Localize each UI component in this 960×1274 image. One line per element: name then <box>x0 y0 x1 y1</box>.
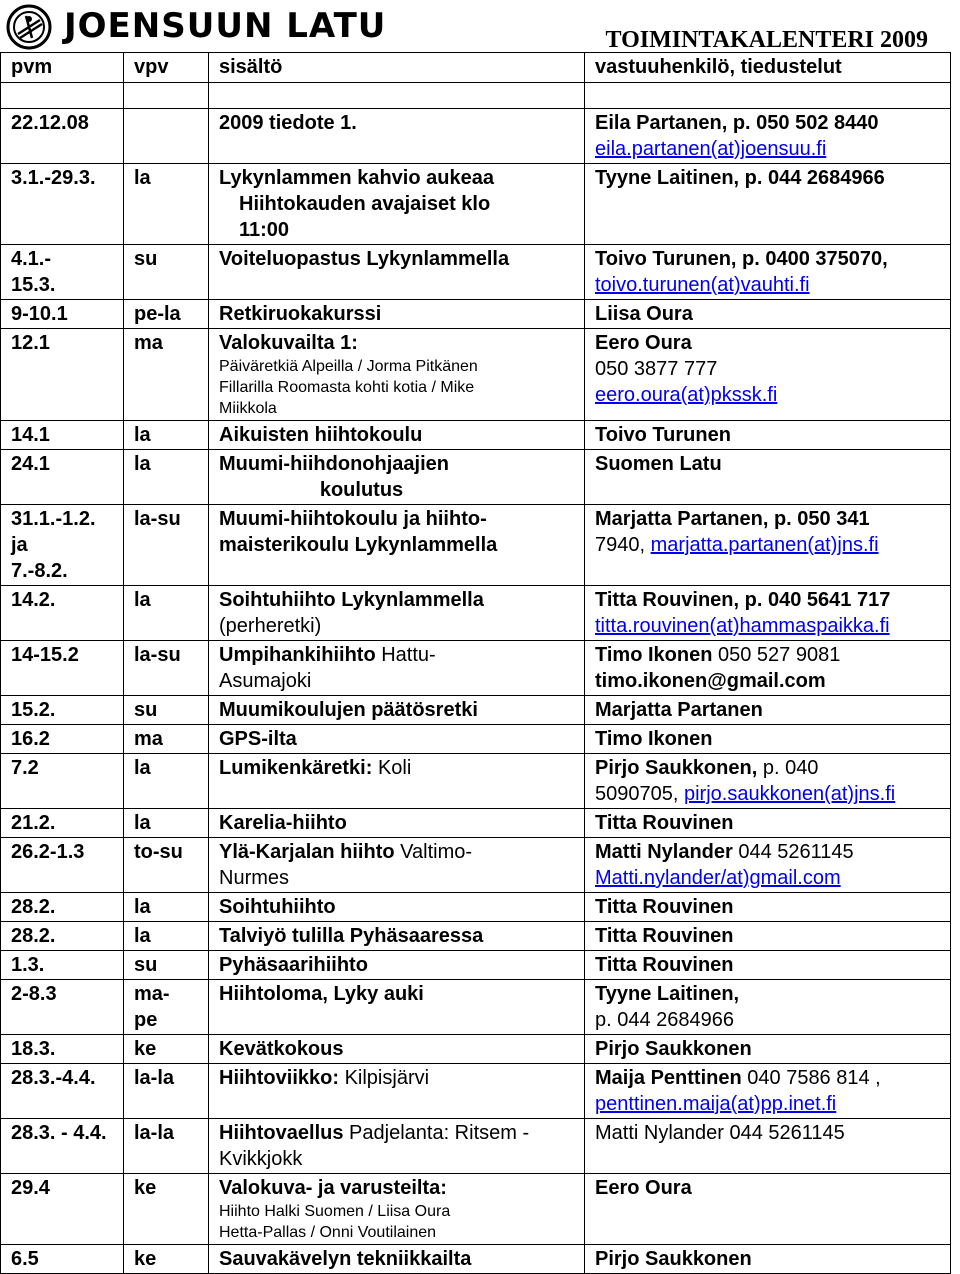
contact-cell <box>585 245 951 300</box>
ski-club-emblem-icon <box>6 4 52 50</box>
date-cell <box>1 245 124 300</box>
weekday-cell: su <box>124 245 209 300</box>
weekday-line: pe <box>134 1009 158 1031</box>
column-header-vpv: vpv <box>124 53 209 83</box>
contact-line <box>595 781 950 807</box>
table-row <box>1 586 951 641</box>
contact-cell: Pirjo Saukkonen <box>585 1035 951 1064</box>
table-row <box>1 754 951 809</box>
content-subline: Miikkola <box>219 400 277 417</box>
weekday-cell: to-su <box>124 838 209 893</box>
table-row <box>1 164 951 245</box>
date-cell: 21.2. <box>1 809 124 838</box>
content-cell: Aikuisten hiihtokoulu <box>209 421 585 450</box>
content-line: Padjelanta: Ritsem - <box>349 1122 530 1144</box>
date-cell: 24.1 <box>1 450 124 505</box>
date-cell: 28.2. <box>1 922 124 951</box>
content-cell: Hiihtoloma, Lyky auki <box>209 980 585 1035</box>
date-cell: 28.3. - 4.4. <box>1 1119 124 1174</box>
table-row <box>1 1174 951 1245</box>
content-line: koulutus <box>319 479 404 501</box>
date-cell: 12.1 <box>1 329 124 421</box>
contact-phone: 050 527 9081 <box>717 644 841 666</box>
contact-email-link[interactable]: pirjo.saukkonen(at)jns.fi <box>683 783 896 805</box>
contact-name: Timo Ikonen <box>595 644 713 666</box>
date-cell: 14.1 <box>1 421 124 450</box>
contact-name: Marjatta Partanen, p. 050 341 <box>595 508 870 530</box>
contact-cell <box>585 109 951 164</box>
weekday-cell: su <box>124 696 209 725</box>
content-cell: Pyhäsaarihiihto <box>209 951 585 980</box>
contact-email-link[interactable]: titta.rouvinen(at)hammaspaikka.fi <box>595 615 890 637</box>
contact-cell <box>585 641 951 696</box>
contact-cell: Titta Rouvinen <box>585 951 951 980</box>
weekday-cell <box>124 109 209 164</box>
table-row <box>1 893 951 922</box>
date-cell: 14-15.2 <box>1 641 124 696</box>
contact-cell: Toivo Turunen <box>585 421 951 450</box>
table-row <box>1 109 951 164</box>
contact-cell: Liisa Oura <box>585 300 951 329</box>
content-line: Soihtuhiihto Lykynlammella <box>219 589 484 611</box>
content-line: Lumikenkäretki: <box>219 757 373 779</box>
content-line: Valtimo- <box>400 841 473 863</box>
contact-name: Eero Oura <box>595 332 692 354</box>
table-row <box>1 725 951 754</box>
content-cell: Kevätkokous <box>209 1035 585 1064</box>
contact-cell: Titta Rouvinen <box>585 922 951 951</box>
contact-email-link[interactable]: penttinen.maija(at)pp.inet.fi <box>595 1093 837 1115</box>
contact-name: Toivo Turunen, p. 0400 375070, <box>595 248 888 270</box>
page-header <box>0 0 960 52</box>
table-row <box>1 505 951 586</box>
contact-email-link[interactable]: Matti.nylander/at)gmail.com <box>595 867 841 889</box>
date-cell: 14.2. <box>1 586 124 641</box>
content-cell <box>209 754 585 809</box>
date-cell: 28.3.-4.4. <box>1 1064 124 1119</box>
contact-cell: Titta Rouvinen <box>585 809 951 838</box>
document-title: TOIMINTAKALENTERI 2009 <box>605 27 928 53</box>
date-cell: 22.12.08 <box>1 109 124 164</box>
content-cell: 2009 tiedote 1. <box>209 109 585 164</box>
date-cell <box>1 505 124 586</box>
content-line: Muumi-hiihdonohjaajien <box>219 453 449 475</box>
content-cell: GPS-ilta <box>209 725 585 754</box>
table-row <box>1 450 951 505</box>
contact-cell: Marjatta Partanen <box>585 696 951 725</box>
contact-email: timo.ikonen@gmail.com <box>595 670 826 692</box>
contact-cell: Matti Nylander 044 5261145 <box>585 1119 951 1174</box>
contact-cell: Tyyne Laitinen, p. 044 2684966 <box>585 164 951 245</box>
content-cell <box>209 586 585 641</box>
column-header-content: sisältö <box>209 53 585 83</box>
contact-email-link[interactable]: marjatta.partanen(at)jns.fi <box>650 534 879 556</box>
content-cell <box>209 641 585 696</box>
table-row <box>1 245 951 300</box>
content-cell <box>209 1174 585 1245</box>
content-line: Umpihankihiihto <box>219 644 376 666</box>
content-subline: Päiväretkiä Alpeilla / Jorma Pitkänen <box>219 358 478 375</box>
weekday-cell: la-su <box>124 505 209 586</box>
contact-name: Matti Nylander <box>595 841 733 863</box>
date-cell: 26.2-1.3 <box>1 838 124 893</box>
date-cell: 29.4 <box>1 1174 124 1245</box>
weekday-line: ma- <box>134 983 170 1005</box>
content-cell: Sauvakävelyn tekniikkailta <box>209 1245 585 1274</box>
content-line: (perheretki) <box>219 615 322 637</box>
contact-email-link[interactable]: toivo.turunen(at)vauhti.fi <box>595 274 810 296</box>
date-line: ja <box>11 534 28 556</box>
content-cell <box>209 164 585 245</box>
weekday-cell: ke <box>124 1174 209 1245</box>
date-cell: 2-8.3 <box>1 980 124 1035</box>
table-row <box>1 300 951 329</box>
contact-cell: Timo Ikonen <box>585 725 951 754</box>
content-line: Nurmes <box>219 867 290 889</box>
weekday-cell: su <box>124 951 209 980</box>
contact-phone: 7940, <box>595 534 646 556</box>
content-cell <box>209 1064 585 1119</box>
table-row <box>1 1035 951 1064</box>
contact-name: Eila Partanen, p. 050 502 8440 <box>595 112 879 134</box>
content-cell <box>209 1119 585 1174</box>
table-row <box>1 1064 951 1119</box>
weekday-cell: la <box>124 421 209 450</box>
weekday-cell: ma <box>124 329 209 421</box>
weekday-cell: la <box>124 586 209 641</box>
weekday-cell: pe-la <box>124 300 209 329</box>
content-line: Hattu- <box>381 644 436 666</box>
date-cell: 16.2 <box>1 725 124 754</box>
weekday-cell: la <box>124 450 209 505</box>
contact-cell: Titta Rouvinen <box>585 893 951 922</box>
table-row <box>1 1245 951 1274</box>
content-cell: Voiteluopastus Lykynlammella <box>209 245 585 300</box>
date-cell: 28.2. <box>1 893 124 922</box>
content-line: Kilpisjärvi <box>344 1067 430 1089</box>
contact-phone: 5090705, <box>595 783 679 805</box>
date-cell: 18.3. <box>1 1035 124 1064</box>
weekday-cell: ke <box>124 1245 209 1274</box>
content-line: 11:00 <box>239 219 290 241</box>
contact-phone: p. 040 <box>762 757 819 779</box>
weekday-cell: la-su <box>124 641 209 696</box>
content-subline: Fillarilla Roomasta kohti kotia / Mike <box>219 379 475 396</box>
weekday-cell: la-la <box>124 1119 209 1174</box>
contact-cell: Suomen Latu <box>585 450 951 505</box>
content-cell: Talviyö tulilla Pyhäsaaressa <box>209 922 585 951</box>
contact-cell: Pirjo Saukkonen <box>585 1245 951 1274</box>
contact-cell <box>585 586 951 641</box>
contact-name: Maija Penttinen <box>595 1067 742 1089</box>
content-line: Muumi-hiihtokoulu ja hiihto- <box>219 508 487 530</box>
date-cell: 6.5 <box>1 1245 124 1274</box>
content-cell <box>209 838 585 893</box>
weekday-cell: ke <box>124 1035 209 1064</box>
content-cell: Muumikoulujen päätösretki <box>209 696 585 725</box>
date-cell: 9-10.1 <box>1 300 124 329</box>
date-cell: 7.2 <box>1 754 124 809</box>
calendar-table <box>0 52 951 1274</box>
content-cell: Soihtuhiihto <box>209 893 585 922</box>
weekday-cell: la <box>124 893 209 922</box>
content-cell <box>209 450 585 505</box>
table-row <box>1 951 951 980</box>
content-line: Kvikkjokk <box>219 1148 303 1170</box>
date-line: 31.1.-1.2. <box>11 508 96 530</box>
brand-name: JOENSUUN LATU <box>64 6 387 46</box>
contact-email-link[interactable]: eero.oura(at)pkssk.fi <box>595 384 778 406</box>
weekday-cell: la <box>124 922 209 951</box>
weekday-cell: la <box>124 164 209 245</box>
contact-cell <box>585 505 951 586</box>
table-row <box>1 696 951 725</box>
contact-name: Pirjo Saukkonen, <box>595 757 758 779</box>
weekday-cell: la <box>124 809 209 838</box>
date-cell: 1.3. <box>1 951 124 980</box>
contact-cell <box>585 329 951 421</box>
contact-cell <box>585 1064 951 1119</box>
contact-name: Titta Rouvinen, p. 040 5641 717 <box>595 589 891 611</box>
content-line: Lykynlammen kahvio aukeaa <box>219 167 494 189</box>
table-row <box>1 641 951 696</box>
content-line: Asumajoki <box>219 670 312 692</box>
table-row <box>1 922 951 951</box>
spacer-row <box>1 83 951 109</box>
weekday-cell: ma <box>124 725 209 754</box>
weekday-cell: la <box>124 754 209 809</box>
table-row <box>1 838 951 893</box>
table-row <box>1 329 951 421</box>
content-subline: Hiihto Halki Suomen / Liisa Oura <box>219 1203 451 1220</box>
table-row <box>1 980 951 1035</box>
content-cell <box>209 329 585 421</box>
weekday-cell: la-la <box>124 1064 209 1119</box>
content-cell: Karelia-hiihto <box>209 809 585 838</box>
content-line: Hiihtovaellus <box>219 1122 344 1144</box>
contact-phone: p. 044 2684966 <box>595 1009 735 1031</box>
table-row <box>1 809 951 838</box>
content-line: Valokuvailta 1: <box>219 332 358 354</box>
date-line: 4.1.- <box>11 248 52 270</box>
contact-cell <box>585 838 951 893</box>
content-cell: Retkiruokakurssi <box>209 300 585 329</box>
contact-cell <box>585 754 951 809</box>
content-line: Hiihtokauden avajaiset klo <box>239 193 491 215</box>
contact-cell <box>585 980 951 1035</box>
table-row <box>1 421 951 450</box>
table-header-row <box>1 53 951 83</box>
contact-email-link[interactable]: eila.partanen(at)joensuu.fi <box>595 138 827 160</box>
date-line: 7.-8.2. <box>11 560 68 582</box>
column-header-pvm: pvm <box>1 53 124 83</box>
content-line: maisterikoulu Lykynlammella <box>219 534 498 556</box>
date-cell: 3.1.-29.3. <box>1 164 124 245</box>
content-cell <box>209 505 585 586</box>
content-line: Valokuva- ja varusteilta: <box>219 1177 447 1199</box>
content-line: Koli <box>377 757 412 779</box>
date-line: 15.3. <box>11 274 56 296</box>
contact-cell: Eero Oura <box>585 1174 951 1245</box>
date-cell: 15.2. <box>1 696 124 725</box>
content-line: Hiihtoviikko: <box>219 1067 340 1089</box>
contact-phone: 040 7586 814 , <box>747 1067 881 1089</box>
contact-phone: 044 5261145 <box>738 841 854 863</box>
content-subline: Hetta-Pallas / Onni Voutilainen <box>219 1224 437 1241</box>
contact-name: Tyyne Laitinen, <box>595 983 740 1005</box>
column-header-contact: vastuuhenkilö, tiedustelut <box>585 53 951 83</box>
content-line: Ylä-Karjalan hiihto <box>219 841 395 863</box>
table-row <box>1 1119 951 1174</box>
contact-phone: 050 3877 777 <box>595 358 718 380</box>
weekday-cell <box>124 980 209 1035</box>
